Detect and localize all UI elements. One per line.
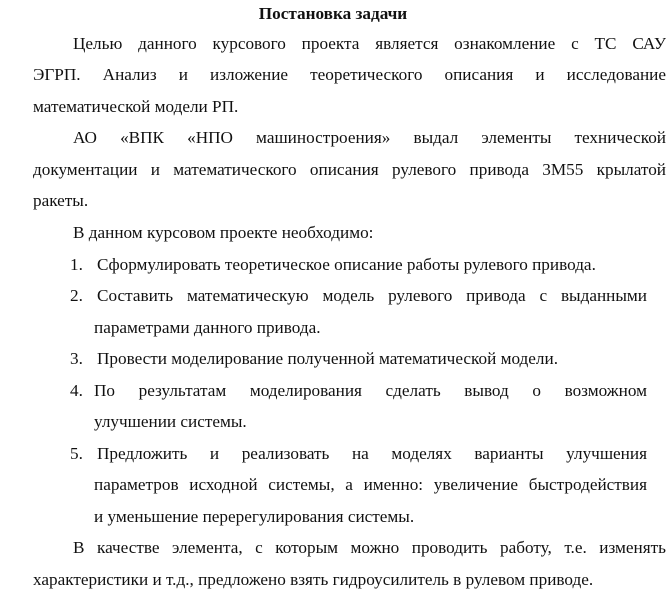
section-title: Постановка задачи	[258, 4, 408, 23]
list-item-4-continuation: улучшении системы.	[94, 412, 247, 431]
list-intro: В данном курсовом проекте необходимо:	[73, 223, 374, 242]
paragraph-1-line-3: математической модели РП.	[33, 97, 239, 116]
list-item-5-text: Предложить и реализовать на моделях варианты улучшения	[97, 444, 647, 463]
paragraph-3-line-2: характеристики и т.д., предложено взять гидроусилитель в рулевом приводе.	[33, 570, 594, 589]
paragraph-2-line-1: АО «ВПК «НПО машиностроения» выдал элементы технической	[73, 128, 666, 147]
paragraph-1-line-2: ЭГРП. Анализ и изложение теоретического описания и исследование	[33, 65, 666, 84]
list-item-1-number: 1.	[70, 255, 83, 274]
list-item-3-text: Провести моделирование полученной математической модели.	[97, 349, 558, 368]
list-item-2-text: Составить математическую модель рулевого привода с выданными	[97, 286, 647, 305]
list-item-2-continuation: параметрами данного привода.	[94, 318, 321, 337]
list-item-4-text: По результатам моделирования сделать вывод о возможном	[94, 381, 647, 400]
list-item-5-number: 5.	[70, 444, 83, 463]
paragraph-2-line-3: ракеты.	[33, 191, 89, 210]
paragraph-3-line-1: В качестве элемента, с которым можно проводить работу, т.е. изменять	[73, 538, 666, 557]
list-item-4-number: 4.	[70, 381, 83, 400]
paragraph-1-line-1: Целью данного курсового проекта является ознакомление с ТС САУ	[73, 34, 666, 53]
list-item-3-number: 3.	[70, 349, 83, 368]
list-item-2-number: 2.	[70, 286, 83, 305]
list-item-1-text: Сформулировать теоретическое описание работы рулевого привода.	[97, 255, 596, 274]
list-item-5-continuation-1: параметров исходной системы, а именно: увеличение быстродействия	[94, 475, 647, 494]
paragraph-2-line-2: документации и математического описания рулевого привода 3М55 крылатой	[33, 160, 666, 179]
list-item-5-continuation-2: и уменьшение перерегулирования системы.	[94, 507, 415, 526]
